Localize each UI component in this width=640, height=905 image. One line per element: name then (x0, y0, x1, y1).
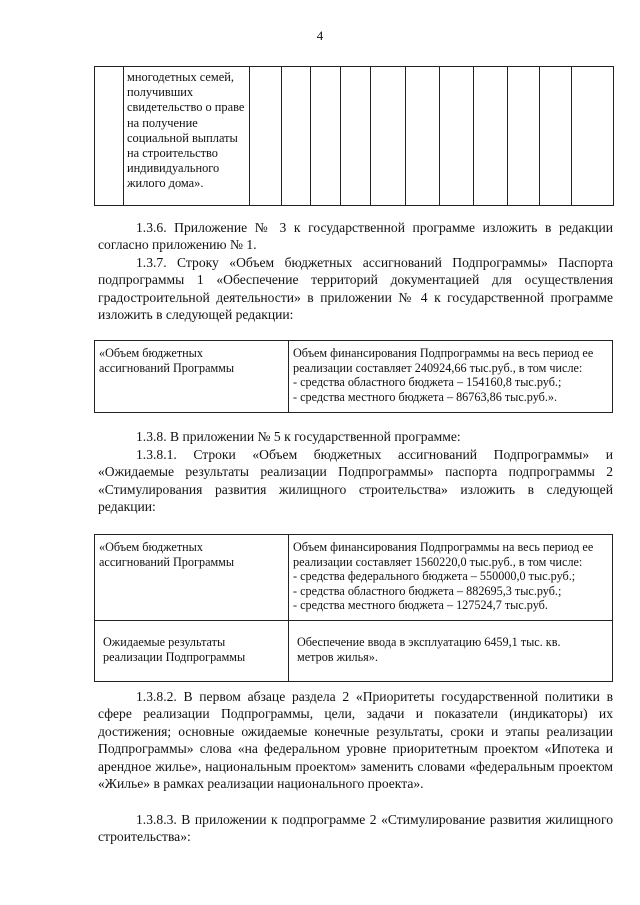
subprogram-2-passport-table (94, 534, 613, 682)
paragraph-1-3-7: 1.3.7. Строку «Объем бюджетных ассигнований Подпрограммы» Паспорта подпрограммы 1 «Обеспечение территорий документацией для осуществления градостроительной деятельности» в приложении № 4 к государственной программе изложить в следующей редакции: (98, 255, 613, 323)
table-cell (474, 67, 508, 206)
table-cell-value (289, 621, 613, 682)
text-line: жилого дома». (127, 176, 204, 191)
table-cell (341, 67, 371, 206)
table-cell (440, 67, 474, 206)
paragraph-1-3-8: 1.3.8. В приложении № 5 к государственной программе: (136, 429, 461, 444)
text-line: Обеспечение ввода в эксплуатацию 6459,1 тыс. кв. (297, 635, 561, 649)
table-cell (371, 67, 406, 206)
table-cell-value (289, 535, 613, 621)
text-line: реализации составляет 240924,66 тыс.руб., в том числе: (293, 360, 583, 375)
text-line: Ожидаемые результаты (103, 635, 226, 649)
text-line: - средства областного бюджета – 882695,3 тыс.руб.; (293, 583, 562, 598)
paragraph-1-3-6: 1.3.6. Приложение № 3 к государственной программе изложить в редакции согласно приложению № 1. (98, 220, 613, 253)
text-line: «Объем бюджетных (99, 540, 203, 554)
text-line: - средства областного бюджета – 154160,8 тыс.руб.; (293, 375, 562, 390)
paragraph-1-3-8-2: 1.3.8.2. В первом абзаце раздела 2 «Приоритеты государственной политики в сфере реализации Подпрограммы, цели, задачи и показатели (индикаторы) их достижения; основные ожидаемые конечные результаты, сроки и этапы реализации Подпрограммы» слова «на федеральном уровне приоритетным проектом «Ипотека и арендное жилье», национальным проектом» заменить словами «федеральным проектом «Жилье» в рамках реализации национального проекта». (98, 689, 613, 792)
table-cell-label (95, 341, 289, 413)
text-line: индивидуального (127, 161, 220, 176)
text-line: - средства местного бюджета – 127524,7 тыс.руб. (293, 598, 548, 613)
table-cell-description (124, 67, 250, 206)
subprogram-1-budget-table (94, 340, 613, 413)
table-cell-value (289, 341, 613, 413)
text-line: Объем финансирования Подпрограммы на весь период ее (293, 346, 594, 360)
text-line: - средства федерального бюджета – 550000,0 тыс.руб.; (293, 569, 576, 584)
text-line: Объем финансирования Подпрограммы на весь период ее (293, 540, 594, 554)
text-line: реализации составляет 1560220,0 тыс.руб., в том числе: (293, 554, 583, 569)
table-cell (311, 67, 341, 206)
text-line: «Объем бюджетных (99, 346, 203, 360)
table-cell (508, 67, 540, 206)
text-line: на получение (127, 115, 198, 130)
text-line: ассигнований Программы (99, 360, 235, 375)
paragraph-1-3-8-1: 1.3.8.1. Строки «Объем бюджетных ассигнований Подпрограммы» и «Ожидаемые результаты реализации Подпрограммы» паспорта подпрограммы 2 «Стимулирования развития жилищного строительства» изложить в следующей редакции: (98, 447, 613, 515)
text-line: метров жилья». (297, 649, 378, 664)
table-cell (572, 67, 614, 206)
text-line: на строительство (127, 146, 218, 161)
text-line: свидетельство о праве (127, 100, 245, 115)
page-number: 4 (316, 28, 324, 43)
text-line: социальной выплаты (127, 130, 238, 145)
table-cell (540, 67, 572, 206)
text-line: ассигнований Программы (99, 554, 235, 569)
table-cell (406, 67, 440, 206)
table-cell (250, 67, 282, 206)
text-line: реализации Подпрограммы (103, 649, 246, 664)
text-line: получивших (127, 85, 194, 100)
table-cell-label (95, 535, 289, 621)
paragraph-1-3-8-3: 1.3.8.3. В приложении к подпрограмме 2 «Стимулирование развития жилищного строительства»: (98, 812, 613, 845)
table-cell (95, 67, 124, 206)
table-cell-label (95, 621, 289, 682)
table-cell (282, 67, 311, 206)
text-line: - средства местного бюджета – 86763,86 тыс.руб.». (293, 389, 558, 404)
text-line: многодетных семей, (127, 70, 234, 84)
continued-table (94, 66, 614, 206)
